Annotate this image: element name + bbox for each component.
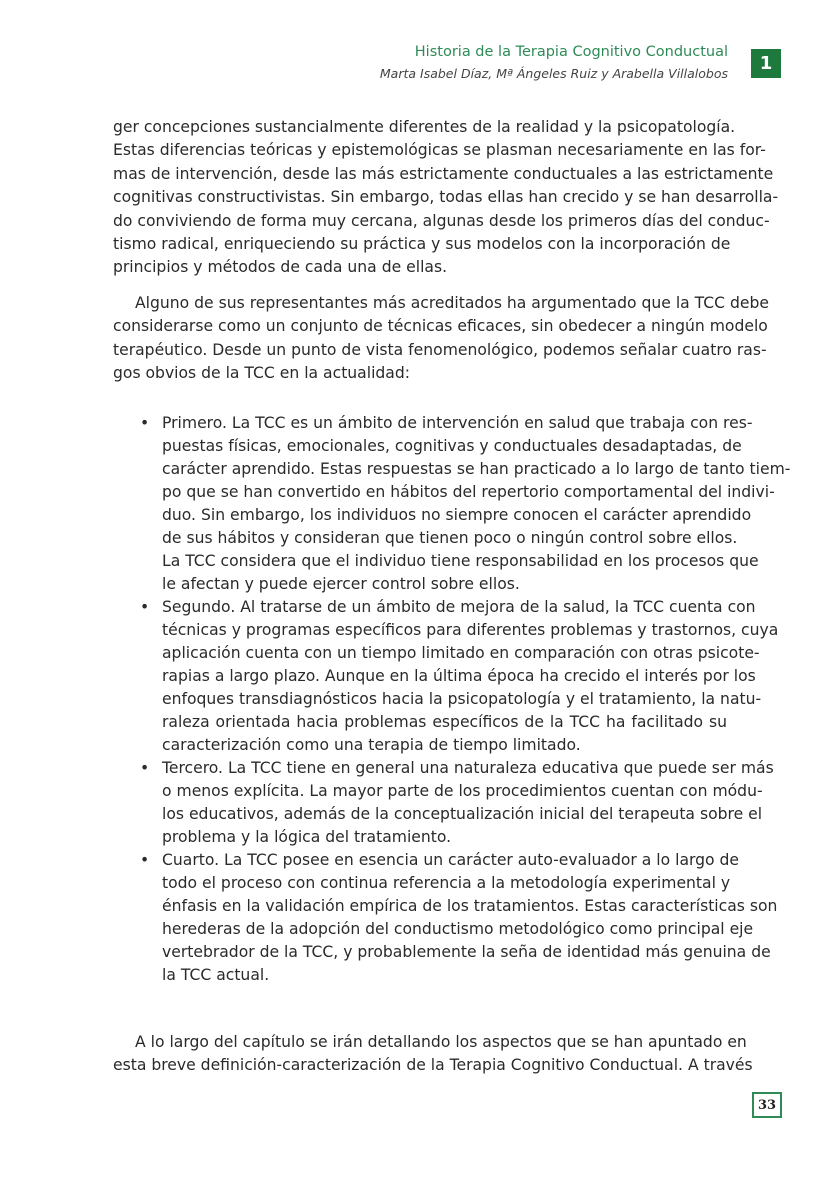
bullet-icon: • bbox=[140, 851, 150, 869]
bullet-icon: • bbox=[140, 598, 150, 616]
bullet-list bbox=[138, 412, 791, 987]
page-number: 33 bbox=[752, 1092, 782, 1118]
text-line: herederas de la adopción del conductismo metodológico como principal eje bbox=[162, 920, 754, 938]
list-item bbox=[138, 412, 791, 596]
text-line: le afectan y puede ejercer control sobre ellos. bbox=[162, 575, 520, 593]
paragraph-closing bbox=[113, 1031, 753, 1078]
text-line: duo. Sin embargo, los individuos no siempre conocen el carácter aprendido bbox=[162, 506, 752, 524]
text-line: aplicación cuenta con un tiempo limitado en comparación con otras psicote- bbox=[162, 644, 760, 662]
text-line: de sus hábitos y consideran que tienen poco o ningún control sobre ellos. bbox=[162, 529, 738, 547]
text-line: La TCC considera que el individuo tiene responsabilidad en los procesos que bbox=[162, 552, 759, 570]
text-line: problema y la lógica del tratamiento. bbox=[162, 828, 452, 846]
text-line: técnicas y programas específicos para diferentes problemas y trastornos, cuya bbox=[162, 621, 779, 639]
list-item bbox=[138, 849, 778, 987]
text-line: gos obvios de la TCC en la actualidad: bbox=[113, 364, 411, 383]
text-line: o menos explícita. La mayor parte de los procedimientos cuentan con módu- bbox=[162, 782, 763, 800]
bullet-icon: • bbox=[140, 414, 150, 432]
text-line: tismo radical, enriqueciendo su práctica y sus modelos con la incorporación de bbox=[113, 234, 731, 253]
text-line: Alguno de sus representantes más acreditados ha argumentado que la TCC debe bbox=[135, 294, 770, 312]
bullet-icon: • bbox=[140, 759, 150, 777]
text-line: carácter aprendido. Estas respuestas se han practicado a lo largo de tanto tiem- bbox=[162, 460, 791, 478]
list-item bbox=[138, 757, 774, 849]
text-line: Cuarto. La TCC posee en esencia un carácter auto-evaluador a lo largo de bbox=[162, 851, 740, 869]
text-line: Segundo. Al tratarse de un ámbito de mejora de la salud, la TCC cuenta con bbox=[162, 598, 756, 616]
text-line: A lo largo del capítulo se irán detallando los aspectos que se han apuntado en bbox=[135, 1033, 747, 1051]
text-line: do conviviendo de forma muy cercana, algunas desde los primeros días del conduc- bbox=[113, 211, 770, 230]
text-line: caracterización como una terapia de tiempo limitado. bbox=[162, 736, 581, 754]
text-line: Primero. La TCC es un ámbito de intervención en salud que trabaja con res- bbox=[162, 414, 753, 432]
text-line: enfoques transdiagnósticos hacia la psicopatología y el tratamiento, la natu- bbox=[162, 690, 762, 708]
text-line: considerarse como un conjunto de técnicas eficaces, sin obedecer a ningún modelo bbox=[113, 317, 768, 336]
text-line: la TCC actual. bbox=[162, 966, 270, 984]
text-line: cognitivas constructivistas. Sin embargo, todas ellas han crecido y se han desarrolla- bbox=[113, 188, 779, 207]
running-header-authors: Marta Isabel Díaz, Mª Ángeles Ruiz y Arabella Villalobos bbox=[379, 66, 728, 81]
paragraph-1 bbox=[113, 116, 779, 280]
text-line: todo el proceso con continua referencia a la metodología experimental y bbox=[162, 874, 731, 892]
text-line: mas de intervención, desde las más estrictamente conductuales a las estrictamente bbox=[113, 164, 774, 183]
text-line: puestas físicas, emocionales, cognitivas y conductuales desadaptadas, de bbox=[162, 437, 742, 455]
text-line: rapias a largo plazo. Aunque en la última época ha crecido el interés por los bbox=[162, 667, 756, 685]
chapter-number-badge: 1 bbox=[751, 49, 781, 78]
text-line: po que se han convertido en hábitos del repertorio comportamental del indivi- bbox=[162, 483, 775, 501]
text-line: Tercero. La TCC tiene en general una naturaleza educativa que puede ser más bbox=[162, 759, 774, 777]
text-line: raleza orientada hacia problemas específicos de la TCC ha facilitado su bbox=[162, 713, 727, 731]
text-line: los educativos, además de la conceptualización inicial del terapeuta sobre el bbox=[162, 805, 763, 823]
text-line: terapéutico. Desde un punto de vista fenomenológico, podemos señalar cuatro ras- bbox=[113, 340, 767, 359]
text-line: esta breve definición-caracterización de la Terapia Cognitivo Conductual. A través bbox=[113, 1056, 753, 1075]
paragraph-2 bbox=[113, 292, 770, 386]
text-line: ger concepciones sustancialmente diferentes de la realidad y la psicopatología. bbox=[113, 118, 736, 136]
text-line: Estas diferencias teóricas y epistemológicas se plasman necesariamente en las for- bbox=[113, 141, 766, 160]
running-header-title: Historia de la Terapia Cognitivo Conductual bbox=[414, 44, 728, 60]
list-item bbox=[138, 596, 779, 757]
text-line: énfasis en la validación empírica de los tratamientos. Estas características son bbox=[162, 897, 778, 915]
text-line: vertebrador de la TCC, y probablemente la seña de identidad más genuina de bbox=[162, 943, 771, 961]
text-line: principios y métodos de cada una de ellas. bbox=[113, 258, 448, 277]
